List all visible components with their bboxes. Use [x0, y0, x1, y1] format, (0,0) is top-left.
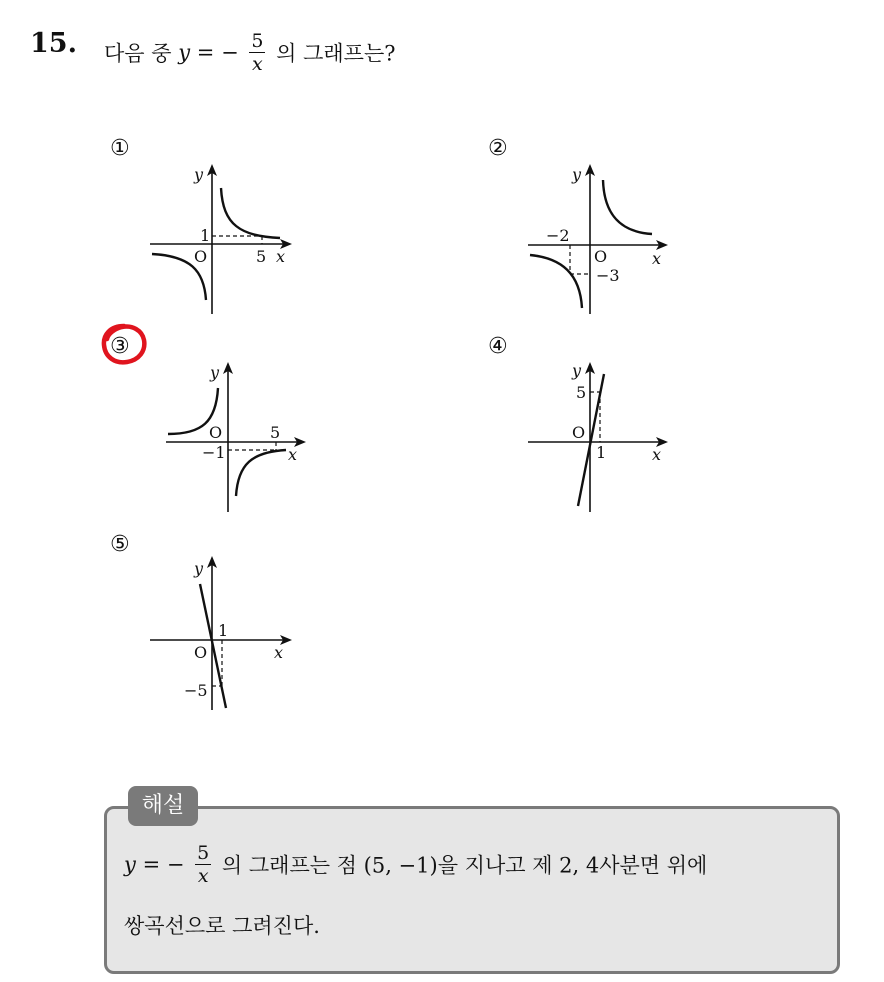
- question-prefix: 다음 중: [104, 41, 172, 66]
- solution-tag: 해설: [128, 786, 198, 826]
- curve-branch-2: [236, 450, 286, 496]
- x-axis-label: x: [276, 247, 286, 266]
- option-4-graph[interactable]: [518, 348, 688, 518]
- solution-line-1: [124, 842, 707, 887]
- x-axis-label: x: [652, 445, 662, 464]
- solution-eq-lhs: y: [124, 852, 136, 877]
- tick-label-5: 5: [270, 423, 281, 442]
- origin-label: O: [572, 423, 586, 442]
- question-text: [104, 30, 396, 75]
- curve-branch-1: [603, 180, 652, 234]
- y-axis-label: y: [210, 363, 220, 382]
- solution-frac-numerator: 5: [197, 842, 210, 864]
- origin-label: O: [594, 247, 608, 266]
- origin-label: O: [194, 643, 208, 662]
- tick-label-1: 1: [200, 226, 211, 245]
- solution-line-1-text: 의 그래프는 점 (5, −1)을 지나고 제 2, 4사분면 위에: [221, 853, 708, 878]
- option-2-graph[interactable]: [518, 150, 688, 320]
- option-2-label[interactable]: ②: [488, 136, 508, 161]
- tick-label-5: 5: [576, 383, 587, 402]
- option-3-graph[interactable]: [158, 348, 318, 518]
- question-suffix: 의 그래프는?: [276, 41, 396, 66]
- y-axis-label: y: [572, 361, 582, 380]
- tick-label-neg1: −1: [202, 443, 226, 462]
- selected-answer-circle-stroke: [104, 326, 144, 362]
- origin-label: O: [209, 423, 223, 442]
- option-5-label[interactable]: ⑤: [110, 532, 130, 557]
- y-axis-label: y: [194, 559, 204, 578]
- tick-label-1: 1: [596, 443, 607, 462]
- tick-label-1: 1: [218, 621, 229, 640]
- solution-frac-denominator: x: [195, 864, 211, 887]
- option-4-label[interactable]: ④: [488, 334, 508, 359]
- x-axis-label: x: [652, 249, 662, 268]
- origin-label: O: [194, 247, 208, 266]
- question-number: 15.: [30, 28, 77, 59]
- question-eq-sign: = −: [196, 40, 239, 65]
- tick-label-neg2: −2: [546, 226, 570, 245]
- question-eq-lhs: y: [178, 40, 191, 65]
- question-fraction: [249, 30, 265, 75]
- tick-label-neg5: −5: [184, 681, 208, 700]
- x-axis-label: x: [274, 643, 284, 662]
- curve-branch-2: [530, 255, 582, 308]
- x-axis-label: x: [288, 445, 298, 464]
- tick-label-neg3: −3: [596, 266, 620, 285]
- question-frac-denominator: x: [249, 52, 265, 75]
- y-axis-label: y: [194, 165, 204, 184]
- solution-box: [104, 806, 840, 974]
- option-5-graph[interactable]: [140, 546, 310, 716]
- solution-line-2: 쌍곡선으로 그려진다.: [124, 914, 320, 938]
- solution-fraction: [195, 842, 211, 887]
- selected-answer-circle: [100, 322, 150, 368]
- option-1-graph[interactable]: [140, 150, 310, 320]
- tick-label-5: 5: [256, 247, 267, 266]
- option-1-label[interactable]: ①: [110, 136, 130, 161]
- curve-branch-1: [221, 188, 280, 238]
- question-frac-numerator: 5: [251, 30, 264, 52]
- solution-eq-sign: = −: [142, 852, 185, 877]
- y-axis-label: y: [572, 165, 582, 184]
- option-3-label[interactable]: ③: [110, 334, 130, 359]
